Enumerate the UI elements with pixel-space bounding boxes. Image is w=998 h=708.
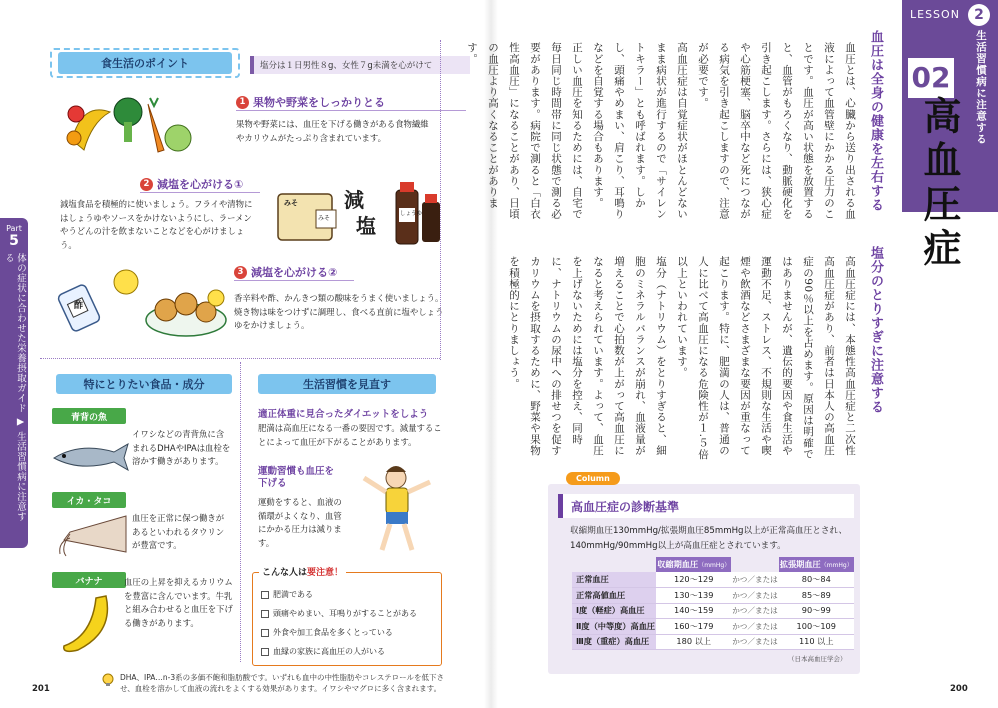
header-diastolic: [779, 557, 854, 572]
column-description: 収縮期血圧130mmHg/拡張期血圧85mmHg以上が正常高血圧とされ、140mmHg/90mmHg以上が高血圧症とされています。: [570, 526, 848, 551]
point-2-body: 減塩食品を積極的に使いましょう。フライや清物にはしょうゆやソースをかけないようにし、ラーメンやうどんの汁を飲まないことなどを心がけましょう。: [60, 199, 253, 250]
table-row: [572, 619, 854, 635]
footnote: DHA、IPA…n-3系の多価不飽和脂肪酸です。いずれも血中の中性脂肪やコレステロールを低下させ、血栓を溶かして血液の流れをよくする効果があります。イワシやマグロに多く含まれます。: [120, 673, 445, 693]
body-section-1: [466, 42, 860, 230]
table-row: [572, 572, 854, 588]
lesson-number: 2: [968, 4, 990, 26]
diagnostic-criteria-table: [572, 557, 854, 650]
checklist-title: [259, 565, 346, 578]
body-paragraph: 塩分（ナトリウム）をとりすぎると、細胞のミネラルバランスが崩れ、血液量が増えることで心拍数が上がって高血圧になると考えられています。よって、血圧を上げないためには塩分を控え、同時に、ナトリウムの尿中への排せつを促すカリウムを摂取するために、野菜や果物を積極的にとりましょう。: [508, 256, 667, 456]
banana-illustration: [58, 592, 118, 656]
page-number-left: 201: [32, 684, 50, 694]
checklist-item-text: 外食や加工食品を多くとっている: [273, 628, 393, 637]
page-title: 高血圧症: [917, 96, 962, 272]
habit-2-title: 運動習慣も血圧を下げる: [258, 466, 335, 489]
squid-illustration: [56, 512, 136, 558]
body-paragraph: 正しい血圧を知るためには、自宅で毎日同じ時間帯に同じ状態で測る必要があります。病院で測ると「白衣性高血圧」になることがあり、日頃の血圧より高くなることがあります。: [466, 42, 583, 220]
lesson-title: 生活習慣病に注意する: [975, 30, 987, 145]
checklist-item: [261, 646, 385, 657]
checklist-item-text: 肥満である: [273, 590, 313, 599]
table-header-row: [572, 557, 854, 572]
section-title: 食生活のポイント: [58, 52, 232, 74]
food-label-fish: 青背の魚: [52, 408, 126, 424]
table-row: [572, 634, 854, 650]
genen-char-1: 減: [344, 188, 364, 212]
lesson-label: LESSON: [910, 8, 960, 21]
table-row: [572, 588, 854, 604]
table-header-blank: [572, 557, 656, 572]
food-label-squid: イカ・タコ: [52, 492, 126, 508]
point-3-body: 香辛料や酢、かんきつ類の酸味をうまく使いましょう。焼き物は味をつけずに調理し、食べる直前に塩やしょうゆをかけましょう。: [234, 293, 444, 330]
row-systolic: 130〜139: [656, 588, 731, 604]
heading-salt: 塩分のとりすぎに注意する: [868, 246, 883, 414]
point-1-title-text: 果物や野菜をしっかりとる: [253, 96, 385, 109]
shoyu-label: しょうゆ: [400, 211, 423, 217]
exercise-person-illustration: [346, 460, 442, 556]
row-name: Ⅱ度（中等度）高血圧: [572, 619, 656, 635]
row-conjunction: かつ／または: [731, 572, 778, 588]
row-name: Ⅰ度（軽症）高血圧: [572, 603, 656, 619]
body-paragraph: 血圧とは、心臓から送り出される血液によって血管壁にかかる圧力のことです。血圧が高い状態を放置すると、血管がもろくなり、動脈硬化を引き起こします。さらには、狭心症や心筋梗塞、脳卒中など死につながる病気を引き起こしますので、注意が必要です。: [697, 42, 856, 220]
left-page: [0, 0, 488, 708]
row-diastolic: 85〜89: [779, 588, 854, 604]
checklist-item: [261, 589, 313, 600]
checklist-item: [261, 627, 393, 638]
food-body-fish: イワシなどの青背魚に含まれるDHAやIPAは血栓を溶かす働きがあります。: [132, 429, 231, 466]
su-label: 酢: [74, 301, 84, 311]
row-conjunction: かつ／または: [731, 603, 778, 619]
column-title: 高血圧症の診断基準: [558, 494, 854, 518]
divider-right: [440, 40, 441, 360]
row-systolic: 160〜179: [656, 619, 731, 635]
row-diastolic: 90〜99: [779, 603, 854, 619]
row-systolic: 180 以上: [656, 634, 731, 650]
caution-checklist: [252, 568, 442, 666]
header-diastolic-text: 拡張期血圧: [779, 559, 821, 569]
row-diastolic: 80〜84: [779, 572, 854, 588]
heading-blood-pressure: 血圧は全身の健康を左右する: [868, 30, 883, 212]
foods-title: 特にとりたい食品・成分: [56, 374, 232, 394]
header-systolic-unit: （mmHg）: [698, 562, 731, 569]
row-conjunction: かつ／または: [731, 619, 778, 635]
fruits-vegetables-illustration: [62, 92, 192, 156]
row-name: 正常高値血圧: [572, 588, 656, 604]
checklist-title-prefix: こんな人は: [262, 568, 308, 578]
section-number: 02: [906, 56, 956, 100]
divider-vertical: [240, 362, 241, 662]
lightbulb-icon: [100, 672, 116, 688]
table-header-blank: [731, 557, 778, 572]
habits-title: 生活習慣を見直す: [258, 374, 436, 394]
point-2-title: [140, 176, 260, 193]
checklist-item: [261, 608, 417, 619]
table-source: （日本高血圧学会）: [788, 655, 847, 663]
part-number: 5: [9, 233, 19, 249]
genen-char-2: 塩: [356, 214, 376, 238]
checklist-title-warning: 要注意！: [307, 568, 344, 578]
checklist-item-text: 血縁の家族に高血圧の人がいる: [273, 647, 385, 656]
page-number-right: 200: [950, 684, 968, 694]
row-systolic: 140〜159: [656, 603, 731, 619]
header-diastolic-unit: （mmHg）: [820, 562, 853, 569]
header-systolic: [656, 557, 731, 572]
part-label: Part: [6, 224, 22, 233]
row-name: Ⅲ度（重症）高血圧: [572, 634, 656, 650]
food-label-banana: バナナ: [52, 572, 126, 588]
table-row: [572, 603, 854, 619]
column-badge: Column: [566, 472, 620, 485]
checkbox-icon: [261, 629, 269, 637]
checkbox-icon: [261, 610, 269, 618]
point-3-title-text: 減塩を心がける②: [251, 266, 338, 279]
row-diastolic: 100〜109: [779, 619, 854, 635]
point-3-title: [234, 264, 354, 281]
part-vertical-title: 体の症状に合わせた栄養摂取ガイド ▶ 生活習慣病に注意する: [3, 253, 26, 522]
right-page: [466, 0, 998, 708]
miso-label-2: みそ: [318, 215, 331, 222]
food-body-banana: 血圧の上昇を抑えるカリウムを豊富に含んでいます。牛乳と組み合わせると血圧を下げる働きがあります。: [124, 577, 233, 628]
point-3-number: 3: [234, 266, 247, 279]
sardine-illustration: [50, 438, 130, 472]
part-tab: [0, 218, 28, 548]
row-name: 正常血圧: [572, 572, 656, 588]
point-2-title-text: 減塩を心がける①: [157, 178, 244, 191]
point-1-body: 果物や野菜には、血圧を下げる働きがある食物繊維やカリウムがたっぷり含まれています。: [236, 119, 429, 143]
divider-horizontal: [40, 358, 440, 359]
checkbox-icon: [261, 648, 269, 656]
row-systolic: 120〜129: [656, 572, 731, 588]
habit-1-title: 適正体重に見合ったダイエットをしよう: [258, 409, 429, 420]
body-paragraph: 高血圧症は自覚症状がほとんどないまま病状が進行するので「サイレントキラー」とも呼ばれます。しかし、頭痛やめまい、肩こり、耳鳴りなどを自覚する場合もあります。: [592, 42, 688, 220]
habit-1-body: 肥満は高血圧になる一番の要因です。減量することによって血圧が下がることがあります。: [258, 423, 442, 447]
food-body-squid: 血圧を正常に保つ働きがあるといわれるタウリンが豊富です。: [132, 513, 225, 550]
point-1-number: 1: [236, 96, 249, 109]
row-conjunction: かつ／または: [731, 634, 778, 650]
habit-2-body: 運動をすると、血液の循環がよくなり、血管にかかる圧力は減ります。: [258, 497, 342, 548]
header-systolic-text: 収縮期血圧: [657, 559, 699, 569]
row-conjunction: かつ／または: [731, 588, 778, 604]
salt-note: 塩分は１日男性８g、女性７g未満を心がけて: [250, 56, 470, 74]
miso-label: みそ: [284, 199, 298, 207]
checkbox-icon: [261, 591, 269, 599]
body-paragraph: 高血圧症には、本態性高血圧症と二次性高血圧症があり、前者は日本人の高血圧症の90％以上を占めます。原因は明確ではありませんが、遺伝的要因や食生活や運動不足、ストレス、不規則な生活や喫煙や飲酒などさまざまな要因が重なって起こります。特に、肥満の人は、普通の人に比べて高血圧になる危険性が１.５倍以上といわれています。: [676, 256, 856, 460]
body-section-2: [508, 256, 860, 462]
checklist-item-text: 頭痛やめまい、耳鳴りがすることがある: [273, 609, 417, 618]
row-diastolic: 110 以上: [779, 634, 854, 650]
point-1-title: [236, 94, 466, 111]
point-2-number: 2: [140, 178, 153, 191]
